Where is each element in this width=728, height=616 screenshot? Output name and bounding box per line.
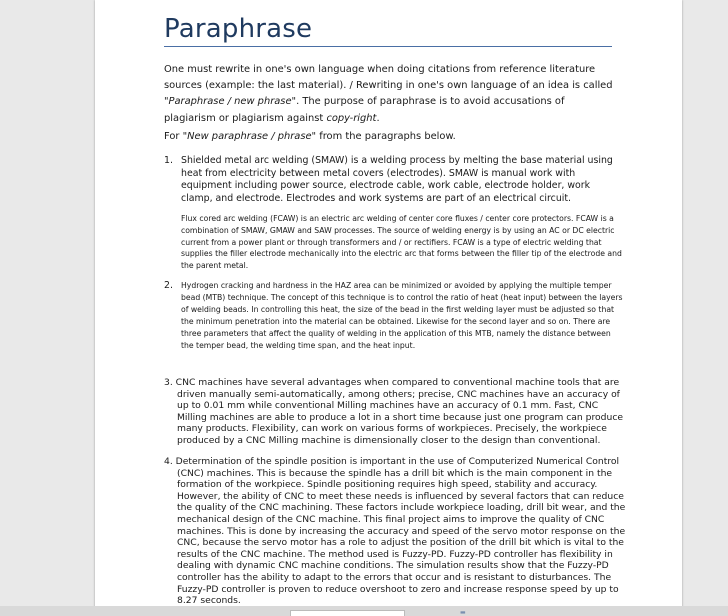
bottom-page-tab[interactable] [290, 610, 405, 616]
lead-text-1: For [164, 131, 183, 142]
left-gutter [0, 0, 95, 616]
intro-emphasis-2: copy-right [326, 112, 377, 124]
list-item-subparagraph: Flux cored arc welding (FCAW) is an electric arc welding of center core fluxes / center core protectors. FCAW is a combination of SMAW, GMAW and SAW processes. The source of welding energy is by using an AC or DC electric current from a power plant or through transformers and / or rectifiers. FCAW is a type of electric welding that supplies the filler electrode mechanically into the electric arc that forms between the filler tip of the electrode and the parent metal. [181, 214, 622, 271]
title-underline [164, 46, 612, 47]
intro-emphasis-1: "Paraphrase / new phrase" [164, 96, 297, 108]
right-gutter [682, 0, 728, 616]
lead-text-2: from the paragraphs below. [316, 131, 456, 142]
list-item-text: Hydrogen cracking and hardness in the HAZ area can be minimized or avoided by applying the multiple temper bead (MTB) technique. The concept of this technique is to control the ratio of heat (heat input) between the layers of welding beads. In controlling this heat, the size of the bead in the first welding layer must be adjusted so that the minimum penetration into the material can be obtained. Likewise for the second layer and so on. There are three parameters that affect the quality of welding in the application of this MTB, namely the distance between the temper bead, the welding time span, and the heat input. [181, 281, 623, 350]
page-title: Paraphrase [164, 14, 313, 44]
list-item-2 [164, 280, 624, 352]
bottom-indicator-icon: ▬ [460, 609, 466, 616]
intro-text-1: One must rewrite in one's own language when doing citations from reference literature sources (example: the last material). / Rewriting in one's own language of an idea is called [164, 64, 613, 92]
lead-paragraph [164, 129, 614, 145]
list-item-1 [164, 155, 624, 272]
list-item-text: Shielded metal arc welding (SMAW) is a welding process by melting the base material using heat from electricity between metal covers (electrodes). SMAW is manual work with equipment including power source, electrode cable, work cable, electrode holder, work clamp, and electrode. Electrodes and work systems are part of an electrical circuit. [181, 155, 613, 204]
intro-text-3: . [376, 112, 380, 124]
list-item-number: 2. [164, 280, 173, 291]
list-item-number: 1. [164, 155, 173, 166]
list-item-4: 4. Determination of the spindle position is important in the use of Computerized Numerical Control (CNC) machines. This is because the spindle has a drill bit which is the main component in the formation of the workpiece. Spindle positioning requires high speed, stability and accuracy. However, the ability of CNC to meet these needs is influenced by several factors that can reduce the quality of the CNC machining. These factors include workpiece loading, drill bit wear, and the mechanical design of the CNC machine. This final project aims to improve the quality of CNC machines. This is done by increasing the accuracy and speed of the servo motor response on the CNC, because the servo motor has a role to adjust the position of the drill bit which is vital to the results of the CNC machine. The method used is Fuzzy-PD. Fuzzy-PD controller has flexibility in dealing with dynamic CNC machine conditions. The simulation results show that the Fuzzy-PD controller has the ability to adapt to the errors that occur and is resistant to disturbances. The Fuzzy-PD controller is proven to reduce overshoot to zero and increase response speed by up to 8.27 seconds. [164, 456, 626, 607]
document-page [95, 0, 682, 616]
list-item-3: 3. CNC machines have several advantages when compared to conventional machine tools that are driven manually semi-automatically, among others; precise, CNC machines have an accuracy of up to 0.01 mm while conventional Milling machines have an accuracy of 0.1 mm. Fast, CNC Milling machines are able to produce a lot in a short time because just one program can produce many products. Flexibility, can work on various forms of workpieces. Precisely, the workpiece produced by a CNC Milling machine is dimensionally closer to the design than conventional. [164, 377, 624, 446]
intro-text-2: . The purpose of paraphrase is to avoid accusations of plagiarism or plagiarism against [164, 96, 565, 124]
lead-emphasis: "New paraphrase / phrase" [182, 131, 317, 142]
intro-paragraph [164, 62, 614, 127]
